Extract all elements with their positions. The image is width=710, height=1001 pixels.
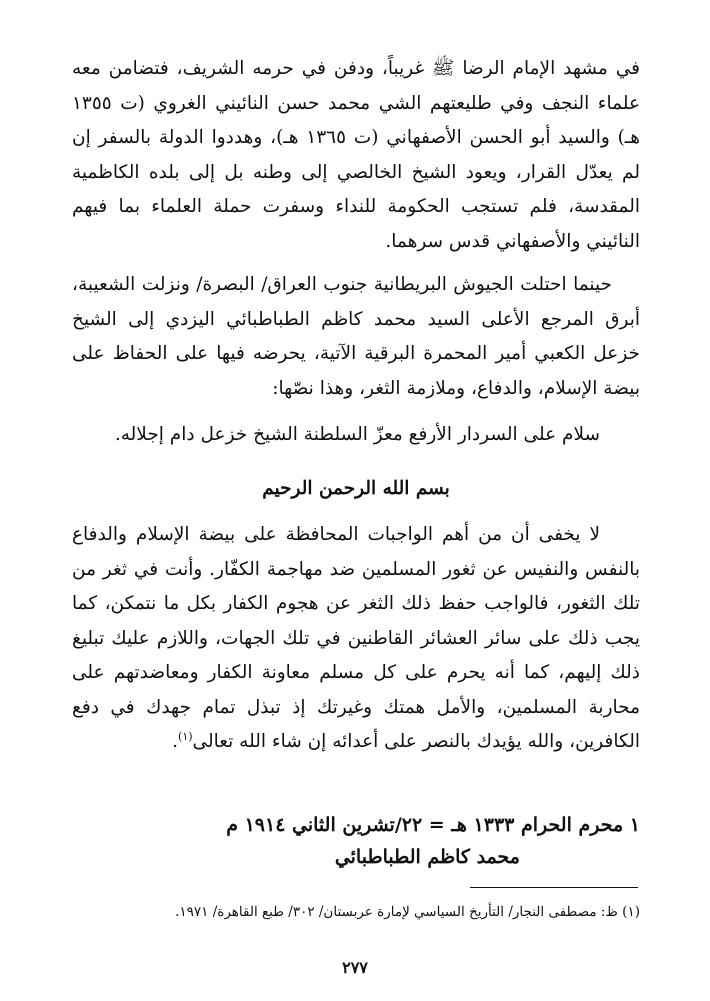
telegram-body [72,518,640,760]
telegram-body-text: لا يخفى أن من أهم الواجبات المحافظة على بيضة الإسلام والدفاع بالنفس والنفيس عن ثغور المسلمين ضد مهاجمة الكفّار. وأنت في ثغر من تلك الثغور، فالواجب حفظ ذلك الثغر عن هجوم الكفار بكل ما نتمكن، كما يجب ذلك على سائر العشائر القاطنين في تلك الجهات، واللازم عليك تبليغ ذلك إليهم، كما أنه يحرم على كل مسلم معاونة الكفار ومعاضدتهم على محاربة المسلمين، والأمل همتك وغيرتك إذ تبذل تمام جهدك في دفع الكافرين، والله يؤيدك بالنصر على أعدائه إن شاء الله تعالى [72,524,640,752]
telegram-signature: محمد كاظم الطباطبائي [334,846,520,868]
paragraph-1: في مشهد الإمام الرضا ﷺ غريباً، ودفن في حرمه الشريف، فتضامن معه علماء النجف وفي طليعتهم الشي محمد حسن النائيني الغروي (ت ١٣٥٥ هـ) والسيد أبو الحسن الأصفهاني (ت ١٣٦٥ هـ)، وهددوا الدولة بالسفر إن لم يعدّل القرار، ويعود الشيخ الخالصي إلى وطنه بل إلى بلده الكاظمية المقدسة، فلم تستجب الحكومة للنداء وسفرت حملة العلماء بما فيهم النائيني والأصفهاني قدس سرهما. [72,58,640,252]
telegram-salutation: سلام على السردار الأرفع معزّ السلطنة الشيخ خزعل دام إجلاله. [114,424,600,445]
page-number: ٢٧٧ [342,958,368,977]
footnote-separator [470,887,638,888]
footnote-reference: (١) [178,729,193,743]
paragraph-2: حينما احتلت الجيوش البريطانية جنوب العراق/ البصرة/ ونزلت الشعيبة، أبرق المرجع الأعلى السيد محمد كاظم الطباطبائي اليزدي إلى الشيخ خزعل الكعبي أمير المحمرة البرقية الآتية، يحرضه فيها على الحفاظ على بيضة الإسلام، والدفاع، وملازمة الثغر، وهذا نصّها: [72,274,640,399]
telegram-body-end: . [172,731,179,752]
telegram-date: ١ محرم الحرام ١٣٣٣ هـ = ٢٢/تشرين الثاني ١٩١٤ م [226,814,640,836]
basmala-heading: بسم الله الرحمن الرحيم [262,478,450,499]
footnote: (١) ظ: مصطفى النجار/ التأريخ السياسي لإمارة عربستان/ ٣٠٢/ طبع القاهرة/ ١٩٧١. [175,904,640,920]
